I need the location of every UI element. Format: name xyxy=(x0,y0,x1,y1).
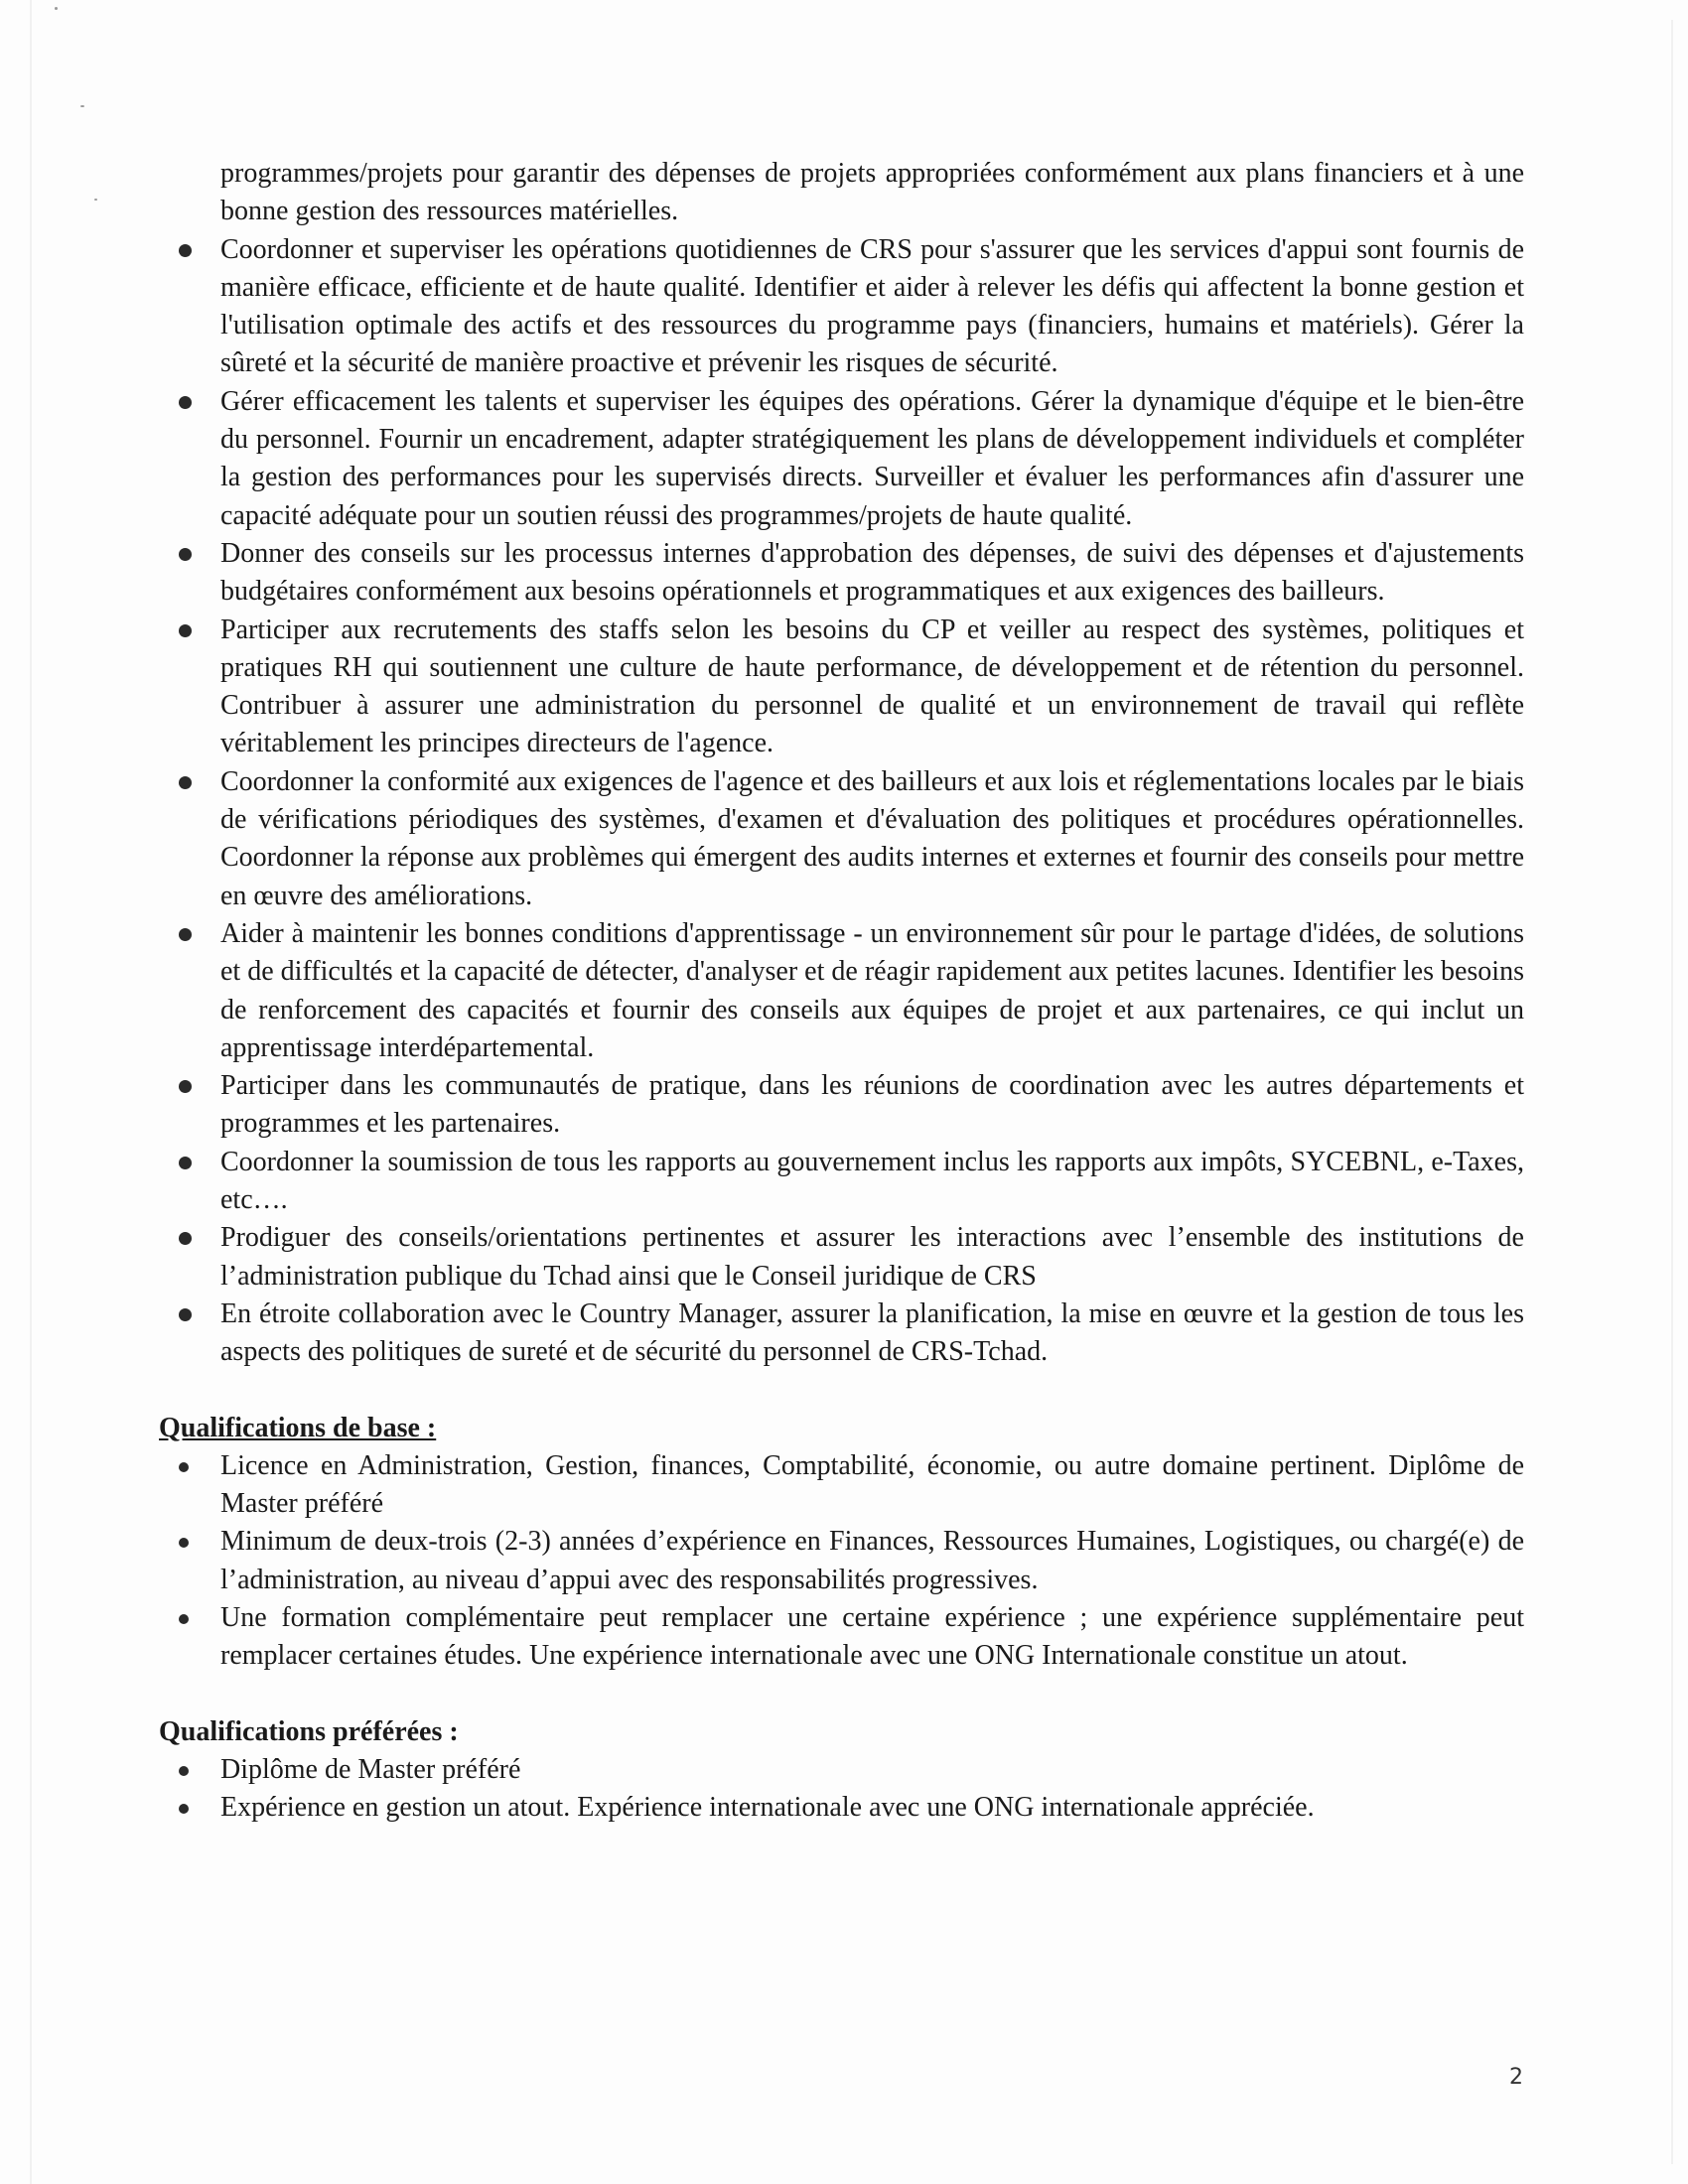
bullet-icon xyxy=(179,1804,189,1814)
scan-speck xyxy=(55,7,58,10)
bullet-icon xyxy=(179,624,192,637)
bullet-icon xyxy=(179,1766,189,1776)
preferred-qualifications-heading xyxy=(159,1713,1463,1751)
responsibility-item xyxy=(220,1219,1524,1296)
responsibility-text: Gérer efficacement les talents et superviser les équipes des opérations. Gérer la dynamique d'équipe et le bien-être du personnel. Fournir un encadrement, adapter stratégiquement les plans de développement individuels et compléter la gestion des performances pour les supervisés directs. Surveiller et évaluer les performances afin d'assurer une capacité adéquate pour un soutien réussi des programmes/projets de haute qualité. xyxy=(220,385,1524,531)
qualification-item xyxy=(220,1751,1524,1789)
qualification-text: Diplôme de Master préféré xyxy=(220,1753,521,1785)
responsibility-item xyxy=(220,383,1524,535)
basic-qualifications-list xyxy=(220,1447,1524,1676)
responsibility-item xyxy=(220,231,1524,383)
responsibility-text: Donner des conseils sur les processus internes d'approbation des dépenses, de suivi des dépenses et d'ajustements budgétaires conformément aux besoins opérationnels et programmatiques et aux exigences des bailleurs. xyxy=(220,537,1524,608)
basic-qualifications-heading xyxy=(159,1410,1463,1447)
bullet-icon xyxy=(179,776,192,789)
responsibility-text: Participer dans les communautés de pratique, dans les réunions de coordination avec les autres départements et programmes et les partenaires. xyxy=(220,1070,1524,1140)
qualification-item xyxy=(220,1523,1524,1599)
bullet-icon xyxy=(179,1232,192,1245)
qualification-text: Licence en Administration, Gestion, finances, Comptabilité, économie, ou autre domaine pertinent. Diplôme de Master préféré xyxy=(220,1449,1524,1520)
document-body xyxy=(159,155,1524,1827)
qualification-item xyxy=(220,1789,1524,1827)
section-spacer xyxy=(220,1372,1524,1410)
bullet-icon xyxy=(179,548,192,561)
responsibility-text: Coordonner la soumission de tous les rapports au gouvernement inclus les rapports aux impôts, SYCEBNL, e-Taxes, etc…. xyxy=(220,1146,1524,1216)
responsibility-text: Coordonner la conformité aux exigences de l'agence et des bailleurs et aux lois et réglementations locales par le biais de vérifications périodiques des systèmes, d'examen et d'évaluation des politiques et procédures opérationnelles. Coordonner la réponse aux problèmes qui émergent des audits internes et externes et fournir des conseils pour mettre en œuvre des améliorations. xyxy=(220,765,1524,911)
bullet-icon xyxy=(179,1614,189,1624)
section-spacer xyxy=(220,1676,1524,1713)
responsibility-item xyxy=(220,1144,1524,1220)
responsibility-text: Participer aux recrutements des staffs selon les besoins du CP et veiller au respect des systèmes, politiques et pratiques RH qui soutiennent une culture de haute performance, de développement et de rétention du personnel. Contribuer à assurer une administration du personnel de qualité et un environnement de travail qui reflète véritablement les principes directeurs de l'agence. xyxy=(220,614,1524,759)
bullet-icon xyxy=(179,1538,189,1548)
qualification-text: Une formation complémentaire peut remplacer une certaine expérience ; une expérience supplémentaire peut remplacer certaines études. Une expérience internationale avec une ONG Internationale constitue un atout. xyxy=(220,1601,1524,1672)
preferred-qualifications-list xyxy=(220,1751,1524,1828)
scan-edge-left xyxy=(30,0,32,2184)
responsibilities-list xyxy=(220,231,1524,1372)
responsibility-item xyxy=(220,535,1524,612)
bullet-icon xyxy=(179,1080,192,1093)
bullet-icon xyxy=(179,1157,192,1169)
bullet-icon xyxy=(179,1462,189,1472)
scan-speck xyxy=(80,105,84,107)
responsibility-item xyxy=(220,763,1524,915)
responsibility-item xyxy=(220,1067,1524,1144)
scan-speck xyxy=(94,199,97,201)
bullet-icon xyxy=(179,396,192,409)
bullet-icon xyxy=(179,244,192,257)
qualification-text: Minimum de deux-trois (2-3) années d’expérience en Finances, Ressources Humaines, Logistiques, ou chargé(e) de l’administration, au niveau d’appui avec des responsabilités progressives. xyxy=(220,1526,1524,1595)
responsibility-item xyxy=(220,612,1524,763)
responsibility-text: Coordonner et superviser les opérations quotidiennes de CRS pour s'assurer que les services d'appui sont fournis de manière efficace, efficiente et de haute qualité. Identifier et aider à relever les défis qui affectent la bonne gestion et l'utilisation optimale des actifs et des ressources du programme pays (financiers, humains et matériels). Gérer la sûreté et la sécurité de manière proactive et prévenir les risques de sécurité. xyxy=(220,233,1524,379)
responsibility-text: Aider à maintenir les bonnes conditions d'apprentissage - un environnement sûr pour le partage d'idées, de solutions et de difficultés et la capacité de détecter, d'analyser et de réagir rapidement aux petites lacunes. Identifier les besoins de renforcement des capacités et fournir des conseils aux équipes de projet et aux partenaires, ce qui inclut un apprentissage interdépartemental. xyxy=(220,917,1524,1063)
continuation-paragraph: programmes/projets pour garantir des dépenses de projets appropriées conformément aux plans financiers et à une bonne gestion des ressources matérielles. xyxy=(220,158,1524,227)
responsibility-item xyxy=(220,1296,1524,1372)
basic-qualifications-title: Qualifications de base : xyxy=(159,1412,437,1443)
qualification-text: Expérience en gestion un atout. Expérience internationale avec une ONG internationale appréciée. xyxy=(220,1792,1315,1824)
responsibility-text: En étroite collaboration avec le Country Manager, assurer la planification, la mise en œuvre et la gestion de tous les aspects des politiques de sureté et de sécurité du personnel de CRS-Tchad. xyxy=(220,1297,1524,1368)
bullet-icon xyxy=(179,1308,192,1321)
qualification-item xyxy=(220,1599,1524,1676)
page-number: 2 xyxy=(1509,2065,1523,2090)
bullet-icon xyxy=(179,928,192,941)
preferred-qualifications-title: Qualifications préférées : xyxy=(159,1715,459,1747)
scan-edge-right xyxy=(1671,20,1673,2164)
responsibility-text: Prodiguer des conseils/orientations pertinentes et assurer les interactions avec l’ensemble des institutions de l’administration publique du Tchad ainsi que le Conseil juridique de CRS xyxy=(220,1222,1524,1292)
responsibility-item xyxy=(220,915,1524,1067)
qualification-item xyxy=(220,1447,1524,1524)
